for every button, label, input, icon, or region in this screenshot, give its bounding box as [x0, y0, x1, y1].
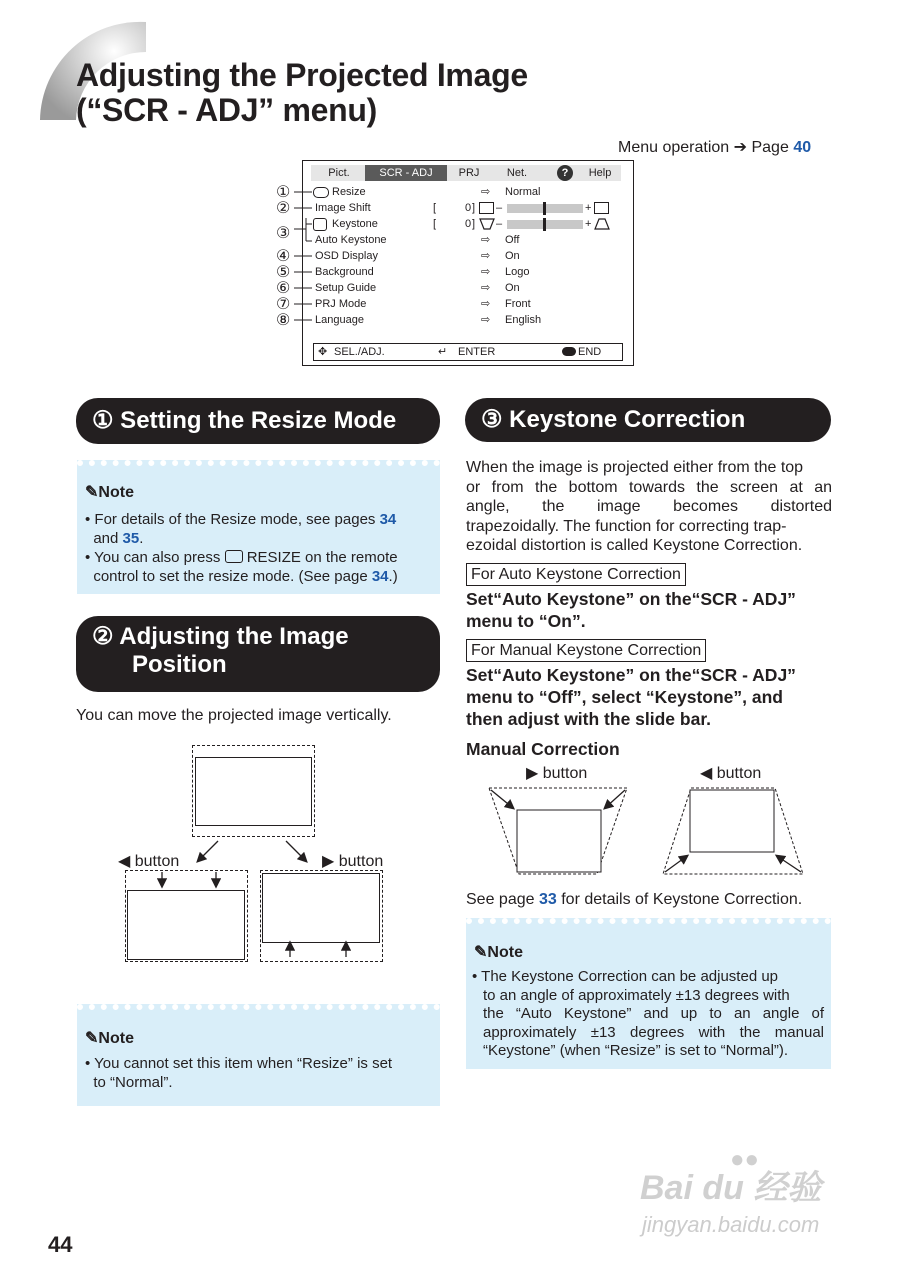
resize-icon [313, 187, 329, 198]
shift-right-button-label: ▶ button [322, 853, 384, 870]
watermark-url: jingyan.baidu.com [642, 1212, 820, 1237]
keystone-minus-icon [479, 218, 495, 230]
osd-row-image-shift[interactable]: Image Shift [ 0 ] – + [315, 200, 615, 216]
image-position-note-item: • You cannot set this item when “Resize” is set to “Normal”. [85, 1055, 393, 1091]
note-title: ✎Note [85, 1030, 134, 1047]
callout-5: ⑤ [276, 264, 291, 281]
manual-correction-heading: Manual Correction [466, 739, 620, 759]
baidu-watermark: ●● Bai du 经验 [640, 1146, 822, 1207]
pencil-icon: ✎ [85, 484, 99, 501]
callout-3: ③ [276, 225, 291, 242]
image-shift-plus-icon [594, 202, 609, 214]
osd-row-osd-display[interactable]: OSD Display ⇨ On [315, 250, 520, 262]
image-position-note-box [77, 1004, 440, 1106]
enter-icon: ↵ [438, 346, 448, 358]
tab-net[interactable]: Net. [506, 167, 528, 179]
osd-row-background[interactable]: Background ⇨ Logo [315, 266, 530, 278]
note-title: ✎Note [85, 484, 134, 501]
callout-6: ⑥ [276, 280, 291, 297]
image-shift-slider-knob[interactable] [543, 202, 546, 215]
resize-note-item-1: • For details of the Resize mode, see pages 34 and 35. [85, 511, 397, 547]
osd-row-setup-guide[interactable]: Setup Guide ⇨ On [315, 282, 520, 294]
osd-tab-bar [311, 165, 621, 181]
callout-1: ① [276, 184, 291, 201]
tab-pict[interactable]: Pict. [328, 167, 350, 179]
keystone-icon [313, 218, 327, 231]
keystone-note-box [466, 918, 831, 1069]
keystone-see-page: See page 33 for details of Keystone Correction. [466, 891, 803, 908]
page-link[interactable]: 33 [538, 891, 557, 908]
menu-operation-ref: Menu operation ➔ Page 40 [618, 139, 812, 156]
pencil-icon: ✎ [85, 1030, 99, 1047]
osd-row-prj-mode[interactable]: PRJ Mode ⇨ Front [315, 298, 531, 310]
osd-row-resize[interactable]: Resize ⇨ Normal [315, 184, 615, 200]
arrow-right-icon: ⇨ [481, 266, 491, 278]
callout-leader-lines [292, 185, 314, 330]
page-title: Adjusting the Projected Image (“SCR - ADJ” menu) [76, 57, 528, 128]
manual-keystone-instruction: Set“Auto Keystone” on the“SCR - ADJ” menu to “Off”, select “Keystone”, and then adjust with the slide bar. [466, 665, 796, 729]
page-number: 44 [48, 1232, 73, 1257]
osd-row-keystone[interactable]: Keystone [ 0 ] – + [315, 216, 615, 232]
keystone-desc: When the image is projected either from the top or from the bottom towards the screen at an angle, the image becomes distorted trapezoidally. The function for correcting trap- ezoidal distortion is called Keystone Correction. [466, 459, 832, 554]
osd-row-auto-keystone[interactable]: Auto Keystone ⇨ Off [315, 234, 520, 246]
keystone-diagram [485, 784, 805, 880]
sel-adj-icon: ✥ [318, 346, 328, 358]
callout-4: ④ [276, 248, 291, 265]
pencil-icon: ✎ [474, 944, 488, 961]
callout-7: ⑦ [276, 296, 291, 313]
keystone-slider-knob[interactable] [543, 218, 546, 231]
image-position-desc: You can move the projected image vertically. [76, 707, 392, 724]
shift-original-image [195, 757, 312, 826]
keystone-plus-icon [594, 218, 610, 230]
auto-keystone-label: For Auto Keystone Correction [466, 563, 686, 586]
tab-prj[interactable]: PRJ [458, 167, 480, 179]
section-image-position-heading: ② Adjusting the Image Position [76, 616, 440, 692]
arrow-right-icon: ⇨ [481, 234, 491, 246]
arrow-right-icon: ⇨ [481, 250, 491, 262]
osd-footer: ✥ SEL./ADJ. ↵ ENTER END [313, 343, 623, 361]
shift-left-button-label: ◀ button [118, 853, 180, 870]
osd-row-language[interactable]: Language ⇨ English [315, 314, 542, 326]
note-title: ✎Note [474, 944, 523, 961]
resize-note-item-2: • You can also press RESIZE on the remote control to set the resize mode. (See page 34.) [85, 549, 398, 585]
end-icon [562, 347, 576, 356]
auto-keystone-instruction: Set“Auto Keystone” on the“SCR - ADJ” menu to “On”. [466, 589, 796, 631]
keystone-right-button-label: ▶ button [526, 765, 588, 782]
help-icon[interactable]: ? [557, 165, 573, 181]
keystone-left-button-label: ◀ button [700, 765, 762, 782]
manual-keystone-label: For Manual Keystone Correction [466, 639, 706, 662]
image-shift-icon [479, 202, 494, 214]
resize-button-icon [225, 550, 243, 563]
osd-menu [302, 160, 634, 366]
arrow-right-icon: ⇨ [481, 298, 491, 310]
keystone-note-item: • The Keystone Correction can be adjusted up to an angle of approximately ±13 degrees with the “Auto Keystone” and up to an angle of approximately ±13 degrees with the manual “Keystone” (when “Resize” is set to “Normal”). [472, 968, 824, 1059]
paw-icon: ●● [730, 1146, 759, 1173]
callout-2: ② [276, 200, 291, 217]
arrow-right-icon: ⇨ [481, 186, 491, 198]
page-link[interactable]: 40 [793, 139, 812, 156]
arrow-right-icon: ⇨ [481, 282, 491, 294]
tab-scr-adj[interactable]: SCR - ADJ [365, 165, 447, 181]
tab-help[interactable]: Help [588, 167, 612, 179]
section-keystone-heading: ③ Keystone Correction [465, 398, 831, 442]
callout-8: ⑧ [276, 312, 291, 329]
arrow-right-icon: ⇨ [481, 314, 491, 326]
section-resize-heading: ① Setting the Resize Mode [76, 398, 440, 444]
resize-note-box [77, 460, 440, 594]
